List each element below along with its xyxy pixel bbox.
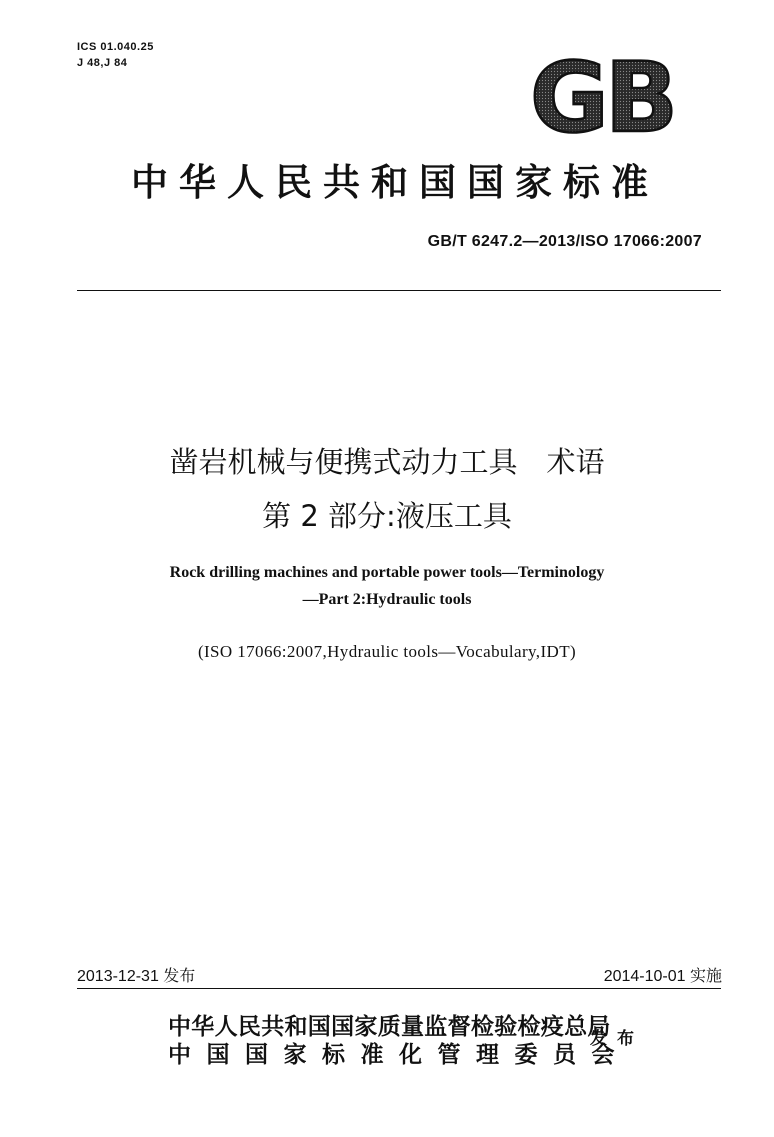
header-divider <box>77 290 721 291</box>
issuer-aqsiq: 中华人民共和国国家质量监督检验检疫总局 <box>168 1014 611 1040</box>
standard-number: GB/T 6247.2—2013/ISO 17066:2007 <box>427 233 702 250</box>
gb-logo-text: GB <box>530 55 674 137</box>
implementation-date: 2014-10-01 实施 <box>603 968 722 985</box>
footer-divider <box>77 988 721 989</box>
national-standard-title: 中华人民共和国国家标准 <box>131 160 659 204</box>
gb-logo <box>520 55 685 137</box>
issuer-sac: 中国国家标准化管理委员会 <box>168 1042 630 1068</box>
ccs-code: J 48,J 84 <box>77 57 128 69</box>
chinese-title-line1: 凿岩机械与便携式动力工具 术语 <box>169 445 605 479</box>
issue-date: 2013-12-31 发布 <box>77 968 196 985</box>
publish-label: 发布 <box>590 1029 644 1049</box>
english-title-line1: Rock drilling machines and portable power tools—Terminology <box>169 564 605 581</box>
english-title-line2: —Part 2:Hydraulic tools <box>302 591 472 608</box>
chinese-title-line2: 第 2 部分:液压工具 <box>262 499 512 533</box>
ics-code: ICS 01.040.25 <box>77 41 154 53</box>
iso-reference: (ISO 17066:2007,Hydraulic tools—Vocabulary,IDT) <box>197 642 577 661</box>
